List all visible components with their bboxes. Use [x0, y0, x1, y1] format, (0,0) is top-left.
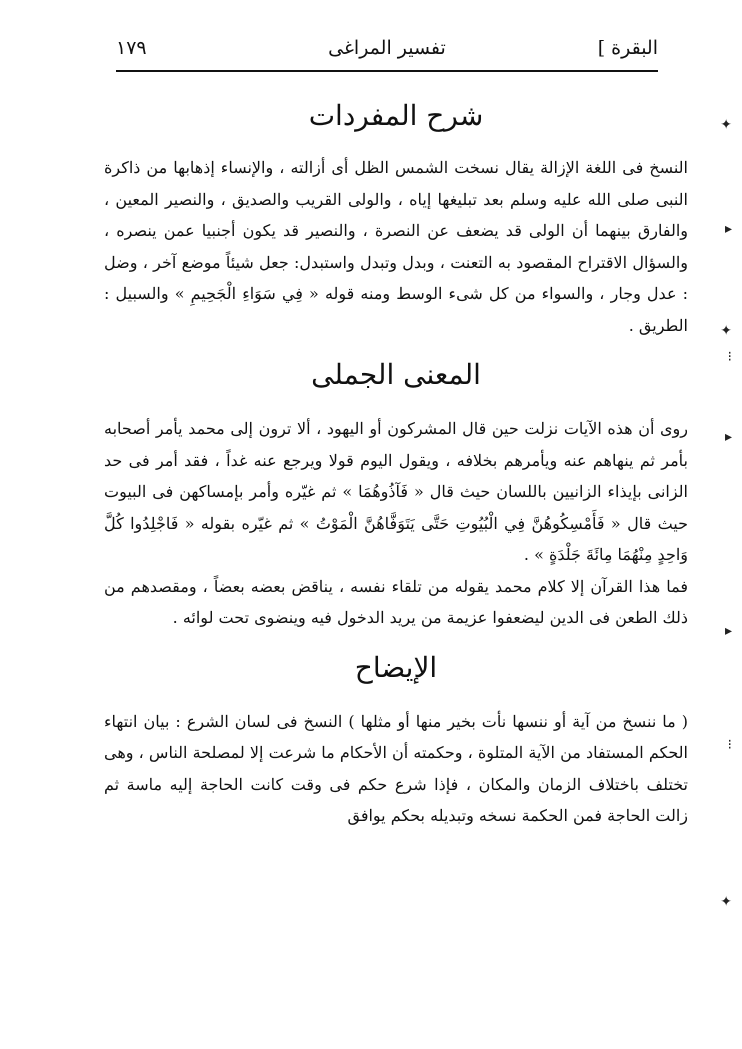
page-content: [104, 82, 688, 832]
margin-mark: ▸: [724, 221, 732, 237]
margin-mark: ✦: [720, 894, 732, 910]
paragraph-general-meaning-2: فما هذا القرآن إلا كلام محمد يقوله من تلقاء نفسه ، يناقض بعضه بعضاً ، ومقصدهم من ذلك الطعن فى الدين ليضعفوا عزيمة من يريد الدخول فيه وينضوى تحت لوائه .: [104, 576, 688, 627]
heading-vocabulary: شرح المفردات: [308, 99, 484, 132]
margin-mark: ✦: [720, 323, 732, 339]
surah-name: البقرة ]: [597, 37, 658, 59]
margin-mark: ✦: [720, 117, 732, 133]
paragraph-vocabulary: النسخ فى اللغة الإزالة يقال نسخت الشمس الظل أى أزالته ، والإنساء إذهابها من ذاكرة النبى صلى الله عليه وسلم بعد تبليغها إياه ، والولى القريب والصديق ، والنصير المعين ، والفارق بينهما أن الولى قد يضعف عن النصرة ، والنصير قد يكون أجنبيا عمن ينصره ، والسؤال الاقتراح المقصود به التعنت ، وبدل وتبدل واستبدل: جعل شيئاً موضع آخر ، وضل : عدل وجار ، والسواء من كل شىء الوسط ومنه قوله « فِي سَوَاءِ الْجَحِيمِ » والسبيل : الطريق .: [104, 158, 689, 335]
margin-mark: ⁝: [727, 349, 732, 365]
running-header: [116, 30, 658, 70]
paragraph-explanation: ( ما ننسخ من آية أو ننسها نأت بخير منها أو مثلها ) النسخ فى لسان الشرع : بيان انتهاء الحكم المستفاد من الآية المتلوة ، وحكمته أن الأحكام ما شرعت إلا لمصلحة الناس ، وهى تختلف باختلاف الزمان والمكان ، فإذا شرع حكم فى وقت كانت الحاجة إليه ماسة ثم زالت الحاجة فمن الحكمة نسخه وتبديله بحكم يوافق: [104, 711, 688, 825]
header-rule: [116, 70, 658, 72]
paragraph-general-meaning-1: روى أن هذه الآيات نزلت حين قال المشركون أو اليهود ، ألا ترون إلى محمد يأمر أصحابه بأمر ثم ينهاهم عنه ويأمرهم بخلافه ، ويقول اليوم قولا ويرجع عنه غداً ، فقد أمر فى حد الزانى بإيذاء الزانيين باللسان حيث قال « فَآذُوهُمَا » ثم غيّره وأمر بإمساكهن فى البيوت حيث قال « فَأَمْسِكُوهُنَّ فِي الْبُيُوتِ حَتَّى يَتَوَفَّاهُنَّ الْمَوْتُ » ثم غيّره بقوله « فَاجْلِدُوا كُلَّ وَاحِدٍ مِنْهُمَا مِائَةَ جَلْدَةٍ » .: [104, 419, 688, 564]
book-title: تفسير المراغى: [328, 37, 446, 59]
margin-mark: ⁝: [727, 737, 732, 753]
heading-explanation: الإيضاح: [354, 650, 438, 684]
margin-mark: ▸: [724, 429, 732, 445]
margin-mark: ▸: [724, 623, 732, 639]
heading-general-meaning: المعنى الجملى: [311, 358, 481, 391]
page-number: ١٧٩: [116, 37, 147, 59]
